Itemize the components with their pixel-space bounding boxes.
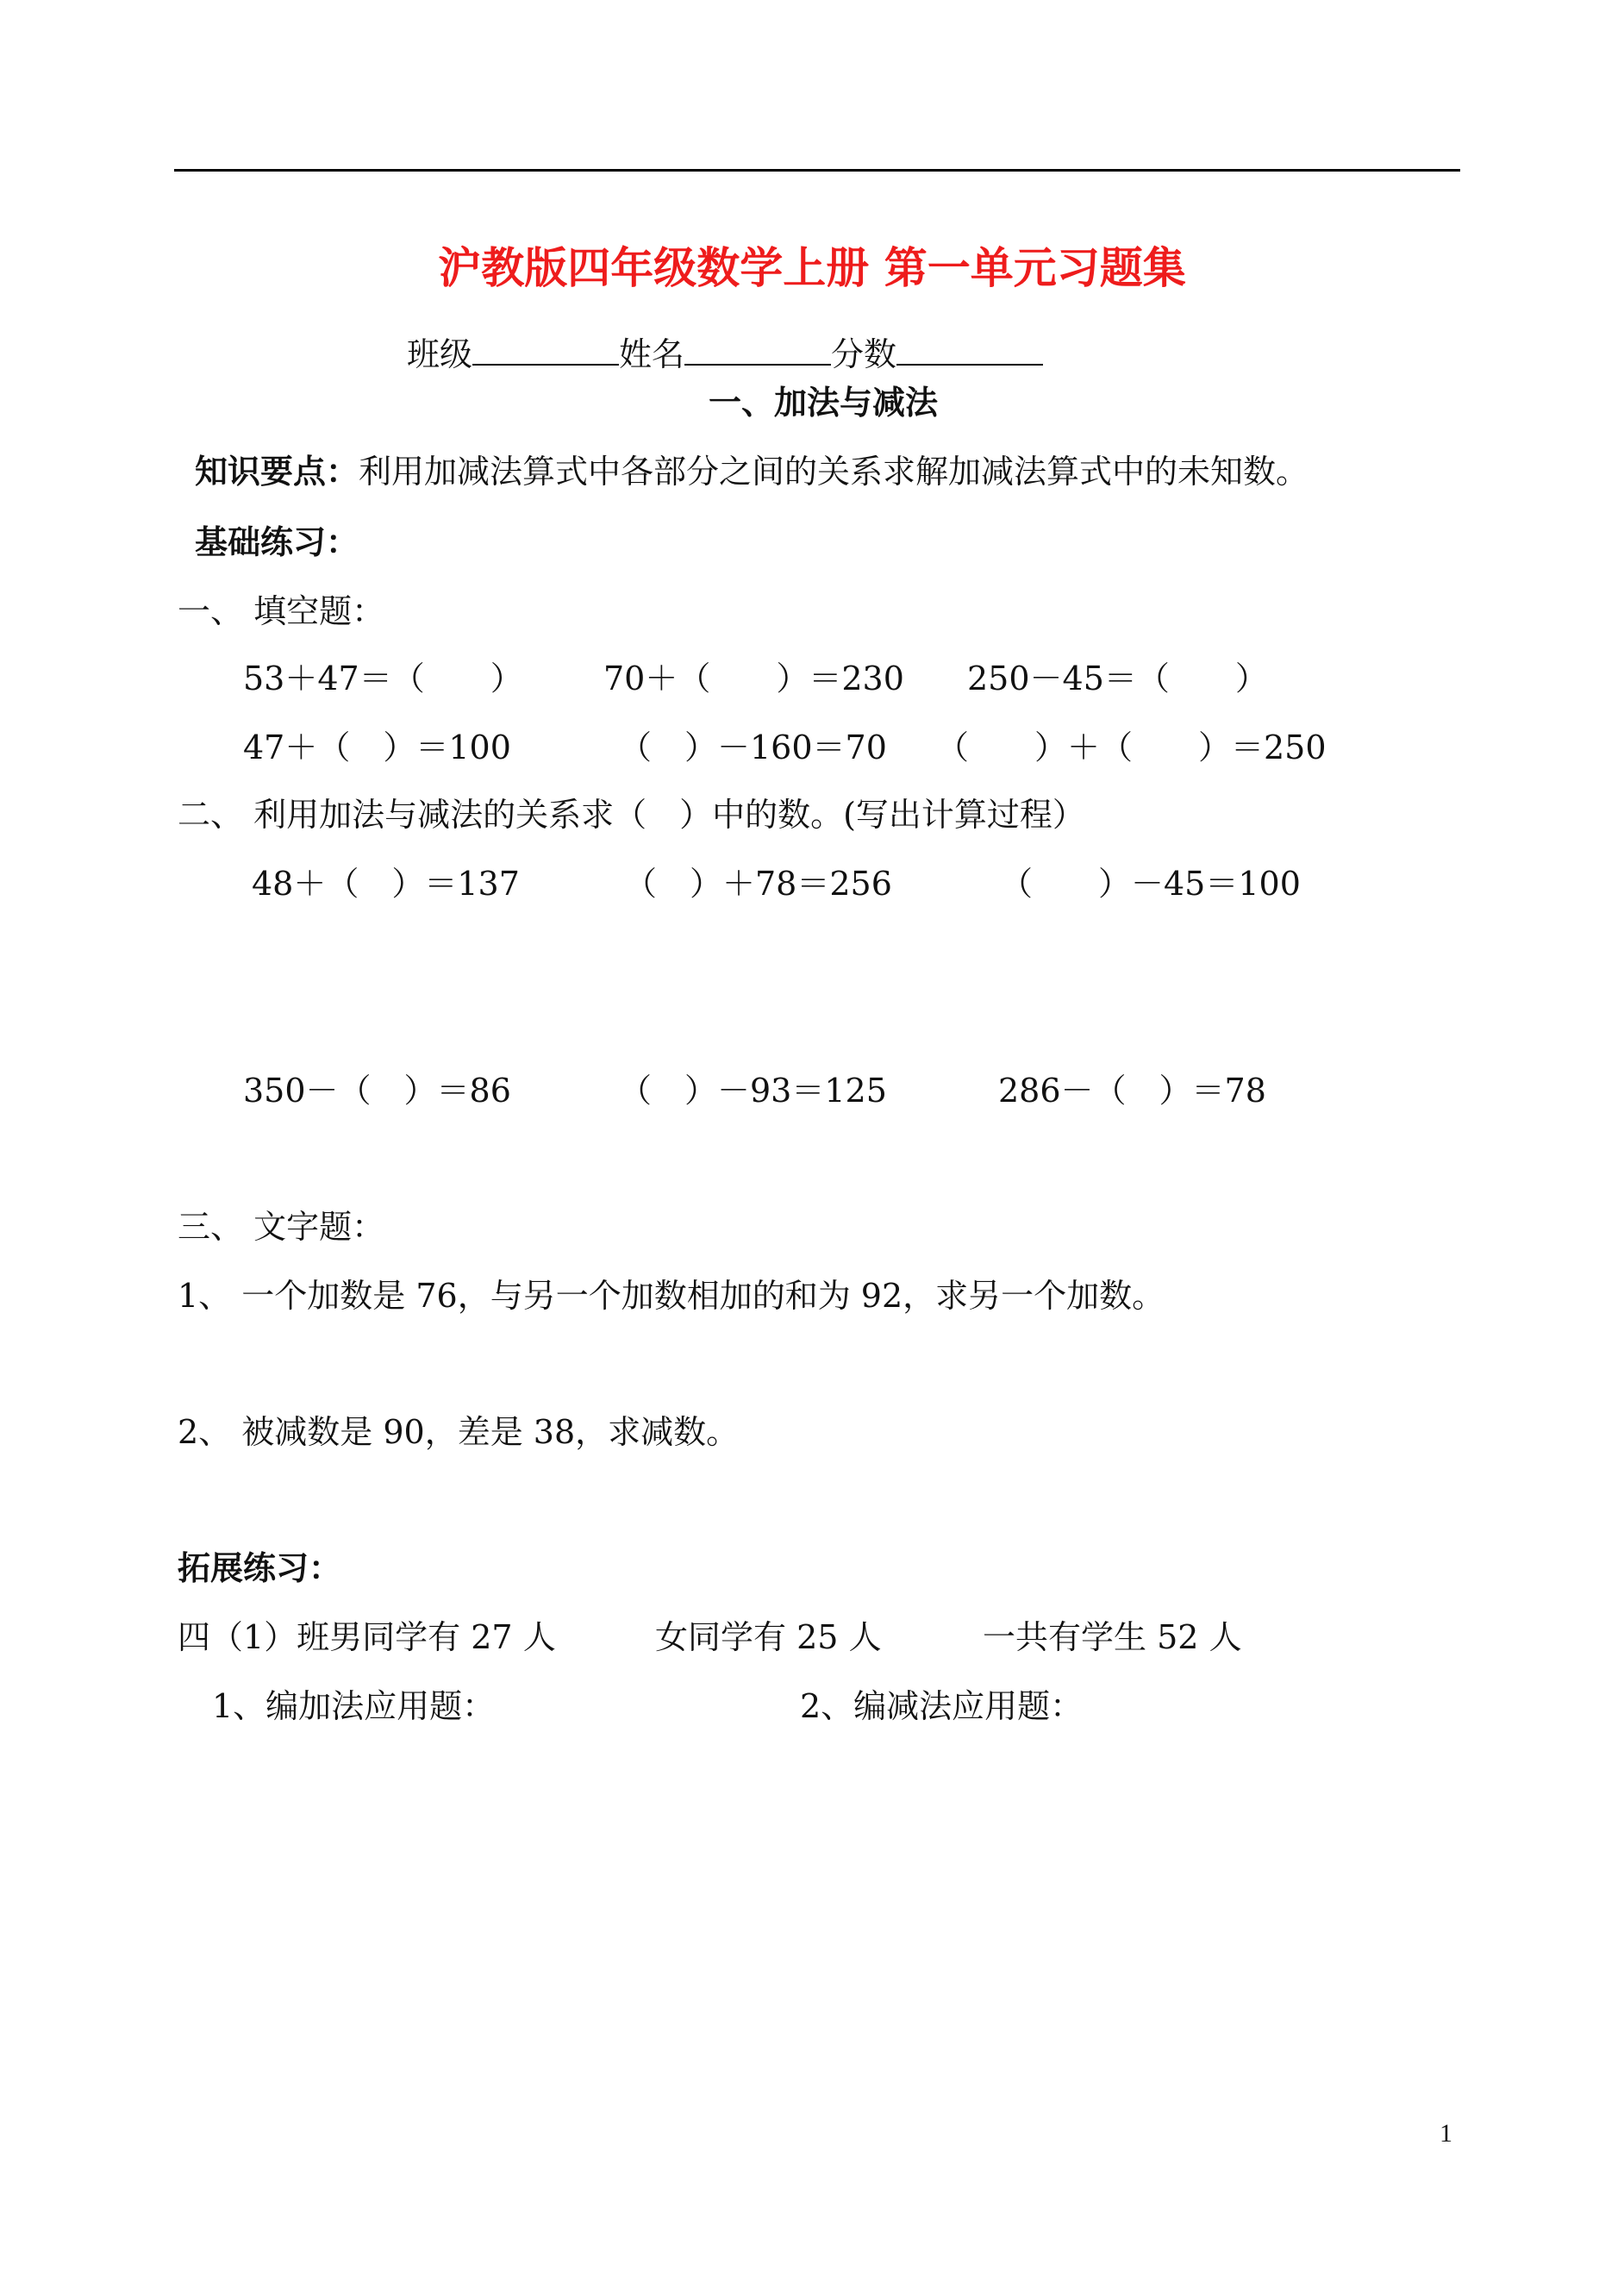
- task-addition: 1、编加法应用题：: [212, 1687, 496, 1725]
- task-subtraction: 2、编减法应用题：: [800, 1687, 1084, 1725]
- q2-item: （ ）＋78＝256: [624, 865, 892, 903]
- knowledge-points: [195, 452, 1309, 491]
- q1-item: 53＋47＝（ ）: [243, 660, 523, 697]
- class-label: 班级: [407, 335, 473, 373]
- fact-girls: 女同学有 25 人: [655, 1618, 882, 1656]
- class-blank[interactable]: [472, 338, 619, 366]
- knowledge-label: 知识要点：: [195, 452, 359, 491]
- q2-item: （ ）－45＝100: [1000, 865, 1301, 903]
- score-label: 分数: [831, 335, 897, 373]
- q2-item: 286－（ ）＝78: [998, 1072, 1266, 1110]
- section-title: 一、加法与减法: [709, 383, 939, 422]
- knowledge-text: 利用加减法算式中各部分之间的关系求解加减法算式中的未知数。: [359, 453, 1309, 491]
- q1-item: （ ）＋（ ）＝250: [936, 729, 1327, 766]
- q1-item: 250－45＝（ ）: [967, 660, 1268, 697]
- q2-heading: 二、 利用加法与减法的关系求（ ）中的数。(写出计算过程）: [178, 796, 1085, 834]
- q1-item: 70＋（ ）＝230: [603, 660, 904, 697]
- page-number: 1: [1440, 2119, 1452, 2148]
- basic-practice-label: 基础练习：: [195, 522, 359, 561]
- name-blank[interactable]: [684, 338, 831, 366]
- q1-item: （ ）－160＝70: [619, 729, 887, 766]
- q2-item: 350－（ ）＝86: [243, 1072, 511, 1110]
- q3-item-2: 2、 被减数是 90，差是 38，求减数。: [178, 1413, 740, 1451]
- header-rule: [174, 169, 1460, 172]
- q3-item-1: 1、 一个加数是 76，与另一个加数相加的和为 92，求另一个加数。: [178, 1277, 1165, 1315]
- student-info-fields: [407, 335, 1043, 373]
- document-title: 沪教版四年级数学上册 第一单元习题集: [438, 242, 1186, 293]
- score-blank[interactable]: [896, 338, 1043, 366]
- fact-boys: 四（1）班男同学有 27 人: [178, 1618, 556, 1656]
- fact-total: 一共有学生 52 人: [983, 1618, 1242, 1656]
- q1-heading: 一、 填空题：: [178, 592, 385, 630]
- q1-item: 47＋（ ）＝100: [243, 729, 511, 766]
- name-label: 姓名: [619, 335, 685, 373]
- q2-item: （ ）－93＝125: [619, 1072, 887, 1110]
- q2-item: 48＋（ ）＝137: [252, 865, 520, 903]
- q3-heading: 三、 文字题：: [178, 1208, 385, 1246]
- extension-label: 拓展练习：: [178, 1548, 342, 1587]
